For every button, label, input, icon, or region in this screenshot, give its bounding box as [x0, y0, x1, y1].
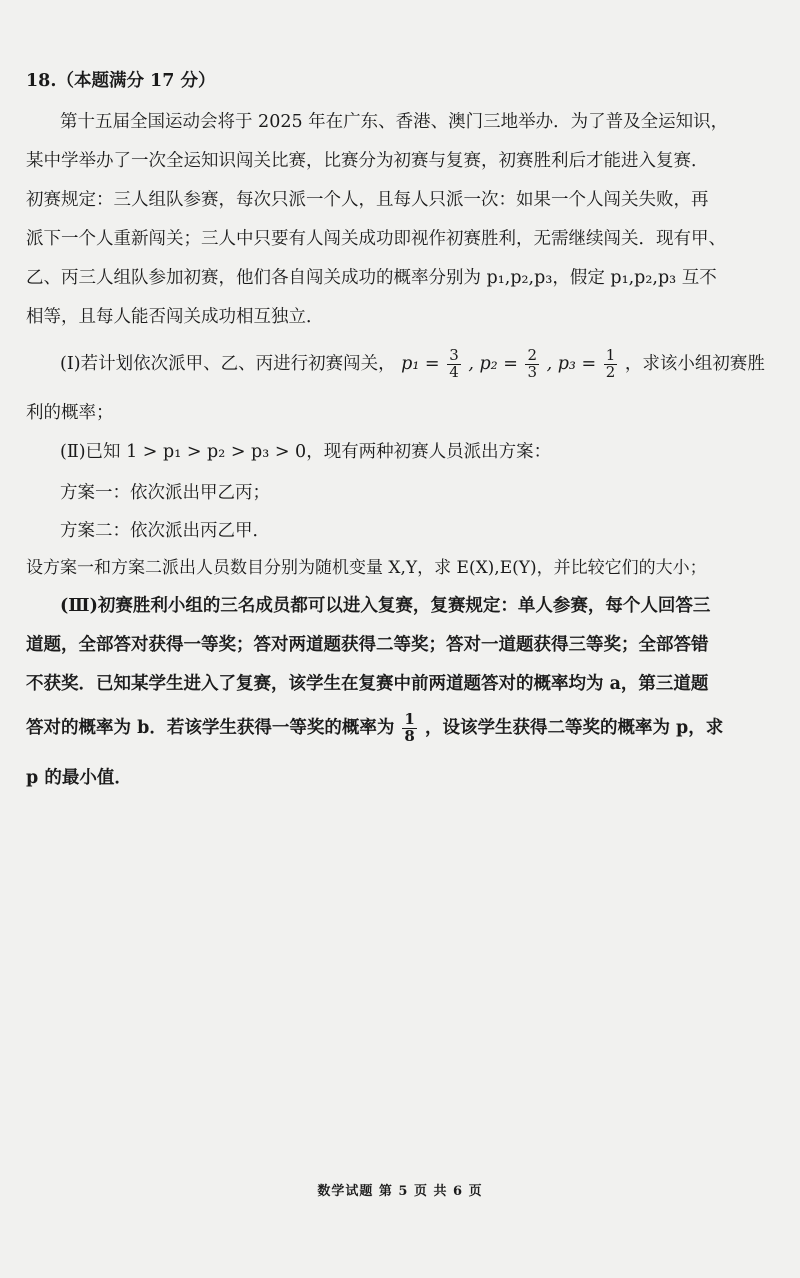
part2-line-4: 设方案一和方案二派出人员数目分别为随机变量 X,Y，求 E(X),E(Y)，并比较它们的大小； — [26, 558, 707, 578]
p1-denominator: 4 — [449, 362, 459, 381]
intro-line-3: 初赛规定：三人组队参赛，每次只派一个人，且每人只派一次：如果一个人闯关失败，再 — [26, 190, 709, 210]
part1-suffix: ，求该小组初赛胜 — [624, 353, 765, 374]
part2-line-1: (Ⅱ)已知 1 > p₁ > p₂ > p₃ > 0，现有两种初赛人员派出方案： — [60, 442, 552, 462]
p3-numerator: 1 — [605, 346, 616, 364]
part1-prefix: (Ⅰ)若计划依次派甲、乙、丙进行初赛闯关， — [60, 353, 396, 374]
p1-fraction — [447, 348, 461, 381]
p3-fraction — [604, 348, 618, 381]
part2-plan-1: 方案一：依次派出甲乙丙； — [60, 483, 270, 503]
intro-line-1: 第十五届全国运动会将于 2025 年在广东、香港、澳门三地举办．为了普及全运知识， — [60, 112, 729, 132]
fraction-numerator: 1 — [404, 710, 415, 728]
part3-line-4-suffix: ，设该学生获得二等奖的概率为 p，求 — [424, 717, 724, 738]
p2-fraction — [525, 348, 539, 381]
p1-numerator: 3 — [449, 346, 459, 364]
p1-label: p₁ = — [401, 353, 440, 374]
one-eighth-fraction — [402, 712, 416, 745]
part3-line-5: p 的最小值． — [26, 768, 132, 788]
part3-line-1: (Ⅲ)初赛胜利小组的三名成员都可以进入复赛，复赛规定：单人参赛，每个人回答三 — [60, 596, 711, 616]
fraction-denominator: 8 — [404, 726, 415, 745]
p3-denominator: 2 — [605, 362, 616, 381]
part2-plan-2: 方案二：依次派出丙乙甲． — [60, 521, 270, 541]
part3-line-4-prefix: 答对的概率为 b．若该学生获得一等奖的概率为 — [26, 717, 395, 738]
page-footer: 数学试题 第 5 页 共 6 页 — [317, 1184, 483, 1199]
part1-continuation: 利的概率； — [26, 403, 114, 423]
p3-label: , p₃ = — [546, 353, 597, 374]
intro-line-4: 派下一个人重新闯关；三人中只要有人闯关成功即视作初赛胜利，无需继续闯关．现有甲、 — [26, 229, 726, 249]
p2-denominator: 3 — [527, 362, 538, 381]
intro-line-5: 乙、丙三人组队参加初赛，他们各自闯关成功的概率分别为 p₁,p₂,p₃，假定 p₁,p₂,p₃ 互不 — [26, 268, 717, 288]
problem-title: 18.（本题满分 17 分） — [26, 71, 216, 91]
part3-line-2: 道题，全部答对获得一等奖；答对两道题获得二等奖；答对一道题获得三等奖；全部答错 — [26, 635, 709, 655]
intro-line-2: 某中学举办了一次全运知识闯关比赛，比赛分为初赛与复赛，初赛胜利后才能进入复赛． — [26, 151, 709, 171]
intro-line-6: 相等，且每人能否闯关成功相互独立． — [26, 307, 324, 327]
part3-line-3: 不获奖．已知某学生进入了复赛，该学生在复赛中前两道题答对的概率均为 a，第三道题 — [26, 674, 709, 694]
p2-numerator: 2 — [527, 346, 538, 364]
part3-line-4 — [26, 712, 723, 745]
part1-line — [60, 348, 765, 381]
p2-label: , p₂ = — [468, 353, 518, 374]
